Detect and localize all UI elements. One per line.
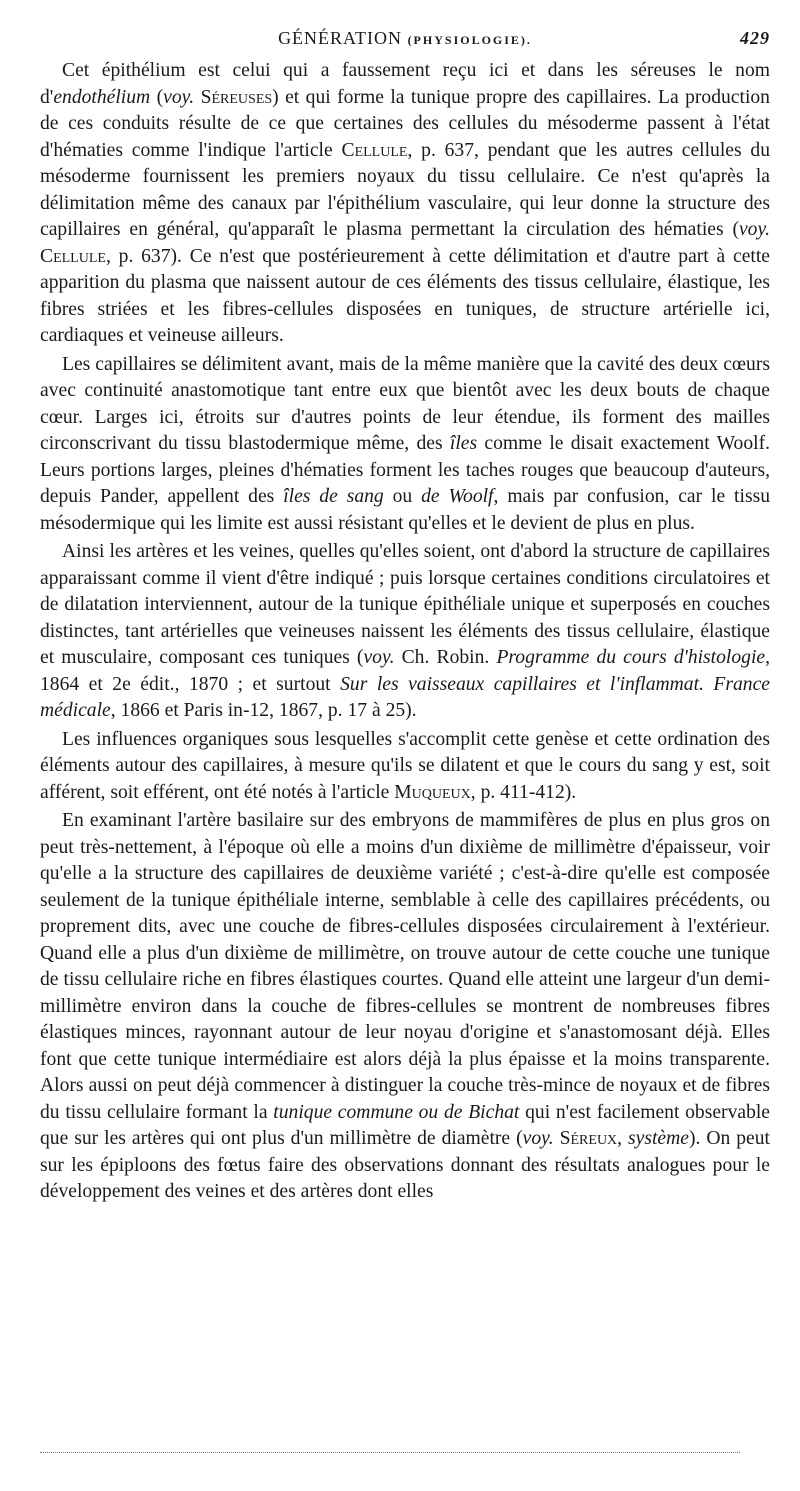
body-text: [40, 58, 770, 1206]
text-run: , p. 637). Ce n'est que postérieurement à cette délimitation et d'autre part à cette apparition du plasma que naissent autour de ces éléments des tissus cellulaire, élastique, les fibres striées et les fibres-cellules disposées en tuniques, de structure artérielle ici, cardiaques et veineuse ailleurs.: [40, 245, 770, 346]
text-run: , p. 637, pendant que les autres cellules du mésoderme fournissent les premiers noyaux du tissu cellulaire. Ce n'est qu'après la délimitation même des canaux par l'épithélium vasculaire, qui leur donne la structure des capillaires en général, qu'apparaît le plasma permettant la circulation des hématies (: [40, 139, 771, 240]
text-run: Ch. Robin.: [394, 647, 497, 668]
text-run: , 1864 et 2e édit., 1870 ; et surtout: [40, 647, 771, 695]
text-run: comme le disait exactement Woolf. Leurs portions larges, pleines d'hématies forment les taches rouges que beaucoup d'auteurs, depuis Pander, appellent des: [40, 433, 770, 507]
text-run: Cet épithélium est celui qui a faussement reçu ici et dans les séreuses le nom d': [40, 60, 770, 108]
italic-text: Sur les vaisseaux capillaires et l'inflammat. France médicale: [40, 673, 770, 721]
text-run: qui n'est facilement observable que sur les artères qui ont plus d'un millimètre de diamètre (: [40, 1101, 771, 1149]
italic-text: tunique commune ou de Bichat: [273, 1101, 520, 1123]
running-title-sub: (PHYSIOLOGIE).: [407, 33, 532, 47]
small-caps-reference: Cellule: [40, 245, 106, 267]
text-run: , p. 411-412).: [470, 781, 577, 803]
text-run: (: [150, 86, 164, 108]
text-run: ). On peut sur les épiploons des fœtus faire des observations donnant des résultats analogues pour le développement des veines et des artères dont elles: [40, 1128, 770, 1202]
italic-text: voy.: [522, 1128, 554, 1149]
small-caps-reference: Cellule: [341, 139, 408, 161]
running-title-main: GÉNÉRATION: [278, 28, 403, 48]
paragraph: [40, 352, 770, 538]
italic-text: de Woolf: [421, 486, 494, 507]
paragraph: [40, 58, 770, 350]
text-run: Ainsi les artères et les veines, quelles qu'elles soient, ont d'abord la structure de capillaires apparaissant comme il vient d'être indiqué ; puis lorsque certaines conditions circulatoires et de dilatation interviennent, autour de la tunique épithéliale unique et superposés en couches distinctes, tant artérielles que veineuses naissent les éléments des tissus cellulaire, élastique et musculaire, composant ces tuniques (: [40, 541, 770, 668]
text-run: , mais par confusion, car le tissu mésodermique qui les limite est aussi résistant qu'elles et le devient de plus en plus.: [40, 486, 770, 534]
page-number: 429: [740, 28, 770, 48]
italic-text: voy.: [163, 86, 195, 108]
paragraph: [40, 727, 770, 807]
small-caps-reference: Séreuses: [200, 86, 273, 108]
text-run: ,: [617, 1128, 629, 1149]
text-run: Les influences organiques sous lesquelles s'accomplit cette genèse et cette ordination des éléments autour des capillaires, à mesure qu'ils se dilatent et que le cours du sang y est, soit afférent, soit efférent, ont été notés à l'article: [40, 728, 770, 803]
paragraph: [40, 808, 770, 1206]
italic-text: endothélium: [53, 86, 151, 108]
text-run: En examinant l'artère basilaire sur des embryons de mammifères de plus en plus gros on peut très-nettement, à l'époque où elle a moins d'un dixième de millimètre d'épaisseur, voir qu'elle a la structure des capillaires de deuxième variété ; c'est-à-dire qu'elle est composée seulement de la tunique épithéliale interne, semblable à celle des capillaires précédents, ou proprement dits, avec une couche de fibres-cellules disposées circulairement à l'extérieur. Quand elle a plus d'un dixième de millimètre, on trouve autour de cette couche une tunique de tissu cellulaire riche en fibres élastiques courtes. Quand elle atteint une largeur d'un demi-millimètre environ dans la couche de fibres-cellules se montrent de nombreuses fibres élastiques minces, rayonnant autour de leur noyau d'origine et s'anastomosant déjà. Elles font que cette tunique intermédiaire est alors déjà la plus épaisse et la moins transparente. Alors aussi on peut déjà commencer à distinguer la couche très-mince de noyaux et de fibres du tissu cellulaire formant la: [40, 810, 770, 1123]
italic-text: système: [628, 1128, 689, 1149]
running-title: [40, 28, 770, 49]
small-caps-reference: Muqueux: [394, 781, 471, 803]
document-page: [40, 28, 770, 1206]
italic-text: voy.: [363, 647, 395, 668]
italic-text: îles: [449, 433, 478, 454]
small-caps-reference: Séreux: [559, 1128, 618, 1149]
paragraph: [40, 539, 770, 725]
text-run: ) et qui forme la tunique propre des capillaires. La production de ces conduits résulte de ce que certaines des cellules du mésoderme passent à l'état d'hématies comme l'indique l'article: [40, 86, 770, 161]
italic-text: voy.: [738, 219, 770, 240]
italic-text: îles de sang: [283, 486, 384, 507]
running-header: [40, 28, 770, 58]
italic-text: Programme du cours d'histologie: [496, 647, 766, 668]
text-run: Les capillaires se délimitent avant, mais de la même manière que la cavité des deux cœurs avec continuité anastomotique tant entre eux que bientôt avec les deux bouts de chaque cœur. Larges ici, étroits sur d'autres points de leur étendue, ils forment des mailles circonscrivant du tissu blastodermique même, des: [40, 353, 770, 454]
text-run: ou: [383, 486, 422, 507]
footer-dotted-rule: [40, 1452, 740, 1453]
text-run: , 1866 et Paris in-12, 1867, p. 17 à 25).: [110, 700, 417, 721]
